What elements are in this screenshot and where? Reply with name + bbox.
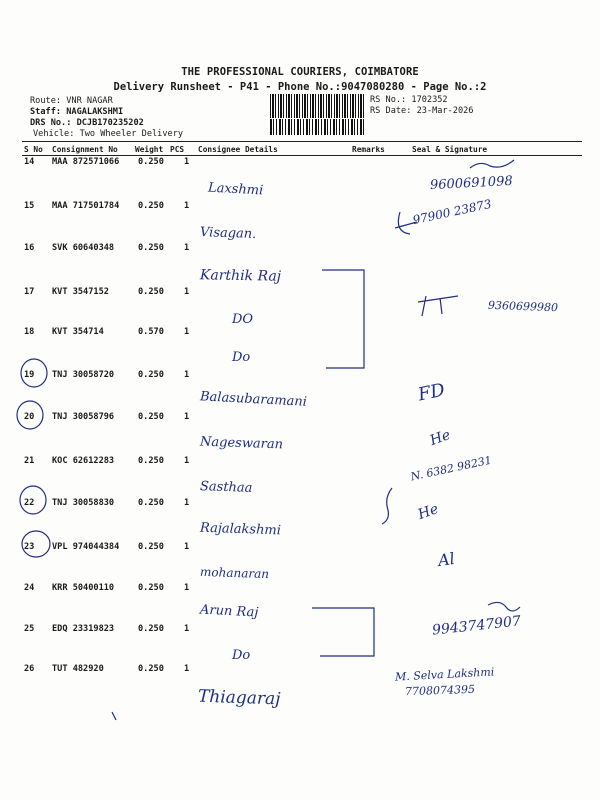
row-weight: 0.250 bbox=[138, 624, 164, 634]
hw-sig-23: Al bbox=[436, 548, 456, 571]
hw-sig-26-phone: 7708074395 bbox=[404, 682, 476, 699]
vehicle-label: Vehicle: Two Wheeler Delivery bbox=[33, 129, 184, 139]
hw-sig-20: He bbox=[427, 426, 453, 450]
hw-name-16: Karthik Raj bbox=[199, 267, 282, 285]
staff-label: Staff: NAGALAKSHMI bbox=[30, 107, 124, 117]
hw-sig-15: 97900 23873 bbox=[411, 196, 493, 228]
circle-mark-19 bbox=[21, 359, 47, 387]
signature-stroke-17 bbox=[418, 296, 458, 316]
hw-name-24: mohanaran bbox=[199, 564, 270, 582]
row-pcs: 1 bbox=[184, 157, 190, 167]
row-weight: 0.250 bbox=[138, 201, 164, 211]
row-consignment-no: EDQ 23319823 bbox=[52, 624, 115, 634]
row-consignment-no: KVT 354714 bbox=[52, 327, 104, 337]
bracket-mark-25 bbox=[312, 608, 374, 656]
row-sno: 22 bbox=[24, 498, 35, 508]
bracket-mark-17-19 bbox=[322, 270, 364, 368]
row-pcs: 1 bbox=[184, 412, 190, 422]
rs-date: RS Date: 23-Mar-2026 bbox=[370, 106, 474, 116]
row-pcs: 1 bbox=[184, 583, 190, 593]
row-weight: 0.250 bbox=[138, 456, 164, 466]
company-title: THE PROFESSIONAL COURIERS, COIMBATORE bbox=[181, 66, 419, 78]
row-pcs: 1 bbox=[184, 327, 190, 337]
row-sno: 26 bbox=[24, 664, 35, 674]
row-consignment-no: SVK 60640348 bbox=[52, 243, 115, 253]
hw-sig-19: FD bbox=[416, 379, 447, 406]
col-pcs: PCS bbox=[170, 145, 185, 154]
col-seal: Seal & Signature bbox=[412, 145, 488, 154]
hw-name-26: Thiagaraj bbox=[197, 686, 281, 710]
row-consignment-no: KVT 3547152 bbox=[52, 287, 109, 297]
runsheet-title: Delivery Runsheet - P41 - Phone No.:9047080280 - Page No.:2 bbox=[113, 81, 487, 93]
row-consignment-no: TUT 482920 bbox=[52, 664, 104, 674]
row-sno: 25 bbox=[24, 624, 35, 634]
col-weight: Weight bbox=[135, 145, 164, 154]
row-consignment-no: KOC 62612283 bbox=[52, 456, 115, 466]
row-consignment-no: KRR 50400110 bbox=[52, 583, 115, 593]
row-pcs: 1 bbox=[184, 624, 190, 634]
scribble-mark-14 bbox=[470, 160, 514, 168]
drs-label: DRS No.: DCJB170235202 bbox=[30, 118, 144, 128]
row-sno: 20 bbox=[24, 412, 35, 422]
row-sno: 18 bbox=[24, 327, 35, 337]
col-sno: S No bbox=[24, 145, 43, 154]
row-weight: 0.250 bbox=[138, 243, 164, 253]
col-remarks: Remarks bbox=[352, 145, 385, 154]
hw-name-18: Do bbox=[232, 350, 251, 365]
row-weight: 0.250 bbox=[138, 542, 164, 552]
row-sno: 23 bbox=[24, 542, 35, 552]
row-pcs: 1 bbox=[184, 664, 190, 674]
row-pcs: 1 bbox=[184, 498, 190, 508]
row-sno: 17 bbox=[24, 287, 35, 297]
hw-sig-22: He bbox=[415, 500, 441, 524]
hw-sig-14: 9600691098 bbox=[429, 173, 514, 194]
row-sno: 16 bbox=[24, 243, 35, 253]
row-consignment-no: TNJ 30058830 bbox=[52, 498, 115, 508]
row-pcs: 1 bbox=[184, 370, 190, 380]
circle-mark-23 bbox=[22, 531, 50, 557]
signature-stroke-22 bbox=[382, 488, 392, 524]
row-sno: 19 bbox=[24, 370, 35, 380]
row-weight: 0.250 bbox=[138, 412, 164, 422]
row-sno: 14 bbox=[24, 157, 35, 167]
pen-mark-bottom bbox=[112, 712, 116, 720]
hw-name-17: DO bbox=[232, 312, 254, 327]
row-weight: 0.250 bbox=[138, 583, 164, 593]
hw-name-23: Rajalakshmi bbox=[199, 520, 282, 539]
row-consignment-no: VPL 974044384 bbox=[52, 542, 120, 552]
hw-name-20: Nageswaran bbox=[199, 434, 284, 453]
hw-name-25b: Do bbox=[232, 648, 251, 663]
row-consignment-no: MAA 717501784 bbox=[52, 201, 120, 211]
hw-name-19: Balasubaramani bbox=[199, 389, 308, 410]
hw-sig-25: 9943747907 bbox=[431, 613, 522, 639]
hw-name-25: Arun Raj bbox=[199, 602, 259, 621]
row-sno: 15 bbox=[24, 201, 35, 211]
row-sno: 24 bbox=[24, 583, 35, 593]
row-sno: 21 bbox=[24, 456, 35, 466]
circle-mark-22 bbox=[20, 486, 46, 514]
row-consignment-no: TNJ 30058796 bbox=[52, 412, 115, 422]
row-pcs: 1 bbox=[184, 456, 190, 466]
row-weight: 0.250 bbox=[138, 498, 164, 508]
hw-name-22: Sasthaa bbox=[199, 479, 253, 496]
signature-stroke-15 bbox=[395, 212, 417, 234]
row-pcs: 1 bbox=[184, 542, 190, 552]
hw-sig-21: N. 6382 98231 bbox=[409, 453, 493, 484]
row-weight: 0.250 bbox=[138, 664, 164, 674]
row-pcs: 1 bbox=[184, 287, 190, 297]
circle-mark-20 bbox=[17, 401, 43, 429]
signature-stroke-25 bbox=[488, 602, 520, 611]
col-consignment: Consignment No bbox=[52, 145, 118, 154]
row-pcs: 1 bbox=[184, 243, 190, 253]
row-weight: 0.250 bbox=[138, 287, 164, 297]
route-label: Route: VNR NAGAR bbox=[30, 96, 113, 106]
row-pcs: 1 bbox=[184, 201, 190, 211]
row-weight: 0.250 bbox=[138, 370, 164, 380]
hw-sig-26: M. Selva Lakshmi bbox=[394, 665, 495, 684]
row-consignment-no: MAA 872571066 bbox=[52, 157, 120, 167]
hw-sig-17: 9360699980 bbox=[487, 298, 559, 315]
col-consignee: Consignee Details bbox=[198, 145, 278, 154]
row-weight: 0.570 bbox=[138, 327, 164, 337]
hw-name-15: Visagan. bbox=[199, 225, 257, 242]
hw-name-14: Laxshmi bbox=[207, 180, 264, 199]
rs-number: RS No.: 1702352 bbox=[370, 95, 448, 105]
row-weight: 0.250 bbox=[138, 157, 164, 167]
row-consignment-no: TNJ 30058720 bbox=[52, 370, 115, 380]
